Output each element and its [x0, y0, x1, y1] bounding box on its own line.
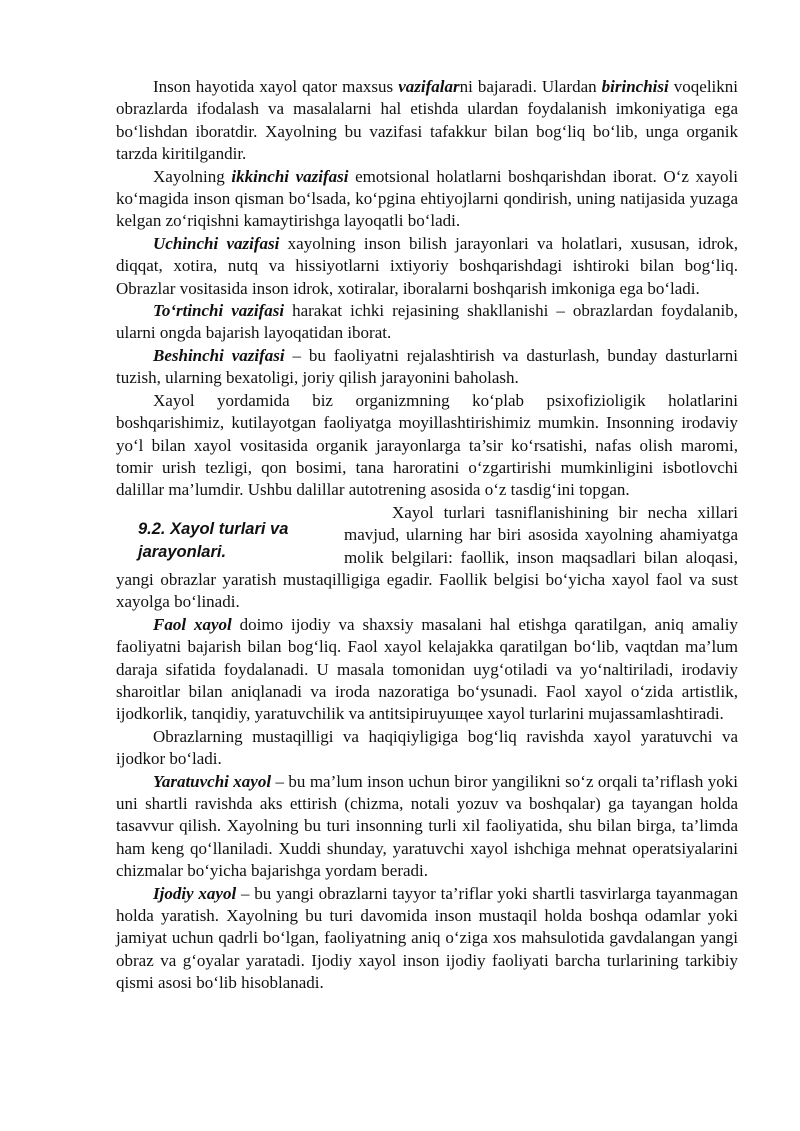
emphasized-term: vazifalar [398, 77, 460, 96]
text-run: harakat ichki rejasining shakllanishi – obrazlardan foydalanib, ularni ongda bajarish layoqatidan iborat. [116, 301, 738, 343]
text-run: Xayolning [153, 166, 232, 186]
emphasized-term: Beshinchi vazifasi [153, 345, 285, 365]
body-text-after-heading [116, 502, 738, 995]
text-run: Xayol turlari tasniflanishining bir necha xillari mavjud, ularning har biri asosida xayolning ahamiyatga molik belgilari: faollik, inson maqsadlari bilan aloqasi, yangi obrazlar yaratish mustaqilligiga egadir. Faollik belgisi bo‘yicha xayol faol va sust xayolga bo‘linadi. [116, 502, 738, 612]
text-run: emotsional holatlarni boshqarishdan iborat. O‘z xayoli ko‘magida inson qisman bo‘lsada, ko‘pgina ehtiyojlarni qondirish, uning natijasida yuzaga kelgan zo‘riqishni kamaytirishga layoqatli bo‘ladi. [116, 166, 738, 231]
paragraph [116, 614, 738, 726]
emphasized-term: Uchinchi vazifasi [153, 233, 280, 253]
text-run: Inson hayotida xayol qator maxsus [153, 77, 399, 96]
paragraph [116, 300, 738, 345]
section-heading-line-1: 9.2. Xayol turlari va [138, 519, 289, 538]
paragraph [116, 345, 738, 390]
text-run: – bu faoliyatni rejalashtirish va dasturlash, bunday dasturlarni tuzish, ularning bexatoligi, joriy qilish jarayonini baholash. [116, 345, 739, 388]
paragraph [116, 76, 738, 166]
paragraph [116, 726, 738, 771]
text-run: doimo ijodiy va shaxsiy masalani hal etishga qaratilgan, aniq amaliy faoliyatni bajarish bilan bog‘liq. Faol xayol kelajakka qaratilgan bo‘lib, vaqtdan ma’lum daraja sifatida foydalanadi. U masala tomonidan uyg‘otiladi va yo‘naltiriladi, irodaviy sharoitlar bilan aniqlanadi va iroda nazoratiga bo‘ysunadi. Faol xayol o‘zida artistlik, ijodkorlik, tanqidiy, yaratuvchilik va antitsipiruyuщee xayol turlarini mujassamlashtiradi. [116, 614, 738, 724]
text-run: Obrazlarning mustaqilligi va haqiqiyligiga bog‘liq ravishda xayol yaratuvchi va ijodkor bo‘ladi. [116, 726, 738, 769]
emphasized-term: ikkinchi vazifasi [231, 166, 349, 186]
paragraph [116, 233, 738, 300]
emphasized-term: Faol xayol [153, 614, 232, 634]
paragraph [116, 883, 738, 995]
paragraph [116, 166, 738, 233]
body-text-before-heading [116, 76, 738, 502]
text-run: – bu ma’lum inson uchun biror yangilikni so‘z orqali ta’riflash yoki uni shartli ravishda aks ettirish (chizma, notali yozuv va boshqalar) ga tayangan holda tasavvur qilish. Xayolning bu turi insonning turli xil faoliyatida, shu bilan birga, ta’limda ham keng qo‘llaniladi. Xuddi shunday, yaratuvchi xayol ishchiga mehnat operatsiyalarini chizmalar bo‘yicha bajarishga yordam beradi. [116, 771, 738, 881]
section-heading-line-2: jarayonlari. [138, 542, 227, 561]
emphasized-term: Yaratuvchi xayol [153, 771, 272, 791]
section-heading [116, 518, 344, 564]
text-run: – bu yangi obrazlarni tayyor ta’riflar yoki shartli tasvirlarga tayanmagan holda yaratish. Xayolning bu turi davomida inson mustaqil holda boshqa odamlar yoki jamiyat uchun qadrli bo‘lgan, faoliyatning aniq o‘ziga xos mahsulotida gavdalangan yangi obraz va g‘oyalar yaratadi. Ijodiy xayol inson ijodiy faoliyati barcha turlarining tarkibiy qismi asosi bo‘lib hisoblanadi. [116, 883, 738, 993]
paragraph [116, 771, 738, 883]
emphasized-term: Ijodiy xayol [153, 883, 237, 903]
emphasized-term: birinchisi [601, 77, 669, 96]
text-run: voqelikni obrazlarda ifodalash va masalalarni hal etishda ulardan foydalanish imkoniyatiga ega bo‘lishdan iboratdir. Xayolning bu vazifasi tafakkur bilan bog‘liq bo‘lib, unga organik tarzda kiritilgandir. [116, 77, 738, 164]
text-run: Xayol yordamida biz organizmning ko‘plab psixofizioligik holatlarini boshqarishimiz, kutilayotgan faoliyatga moyillashtirishimiz mumkin. Insonning irodaviy yo‘l bilan xayol vositasida organik jarayonlarga ta’sir ko‘rsatishi, nafas olish maromi, tomir urish tezligi, qon bosimi, tana haroratini o‘zgartirishi mumkinligini isbotlovchi dalillar ma’lumdir. Ushbu dalillar autotrening asosida o‘z tasdig‘ini topgan. [116, 390, 738, 500]
text-run: ni bajaradi. Ulardan [459, 77, 602, 96]
text-run: xayolning inson bilish jarayonlari va holatlari, xususan, idrok, diqqat, xotira, nutq va hissiyotlarni ixtiyoriy boshqarishdagi ishtiroki bilan bog‘liq. Obrazlar vositasida inson idrok, xotiralar, iboralarni boshqarish imkoniga ega bo‘ladi. [116, 233, 738, 298]
emphasized-term: To‘rtinchi vazifasi [153, 301, 285, 321]
paragraph [116, 390, 738, 502]
